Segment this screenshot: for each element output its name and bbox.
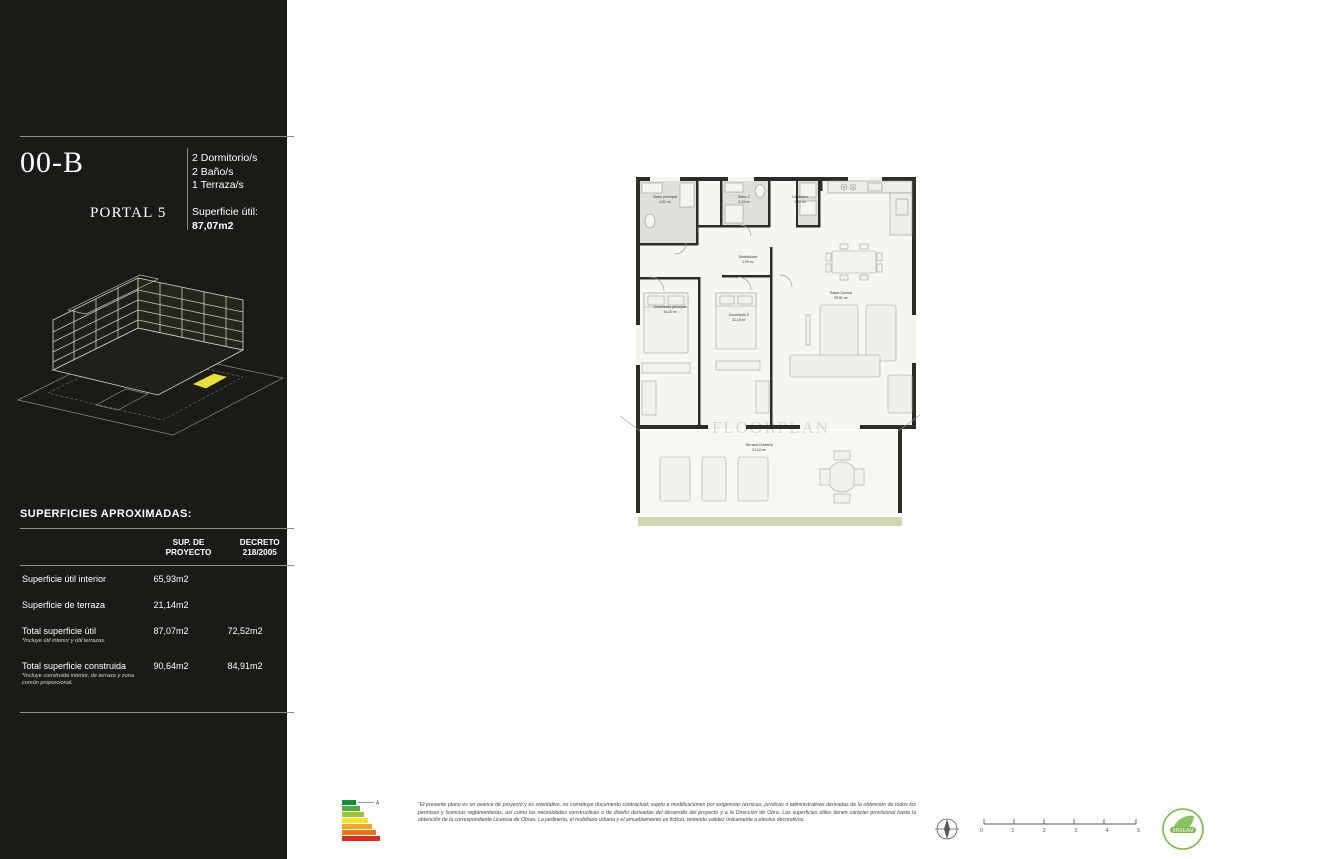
col-proyecto-header: SUP. DE PROYECTO <box>165 538 212 557</box>
row-decreto: 84,91m2 <box>227 661 263 671</box>
unit-code: 00-B <box>20 146 84 179</box>
row-label: Superficie de terraza <box>22 600 106 610</box>
scale-tick: 5 <box>1137 828 1140 834</box>
room-label-bano-principal: Baño principal 4,32 m² <box>653 195 677 204</box>
row-proyecto: 90,64m2 <box>153 661 189 671</box>
row-label: Total superficie útil *Incluye útil interior y útil terrazas. <box>20 618 152 653</box>
surfaces-table <box>20 534 294 695</box>
breeam-logo-icon <box>1160 806 1206 852</box>
table-header-row <box>20 534 294 564</box>
floor-plan <box>620 165 920 545</box>
energy-rating-icon <box>340 798 400 842</box>
compass-north-icon <box>930 812 964 846</box>
row-decreto <box>225 566 294 593</box>
surfaces-title: SUPERFICIES APROXIMADAS: <box>20 508 192 520</box>
scale-tick: 1 <box>1011 828 1015 834</box>
scale-tick: 0 <box>980 828 983 834</box>
row-label: Superficie útil interior <box>22 574 107 584</box>
row-proyecto: 21,14m2 <box>153 600 189 610</box>
room-label-dormitorio-principal: Dormitorio principal 14,10 m² <box>654 305 686 314</box>
sup-util-value: 87,07m2 <box>192 220 234 232</box>
row-note: *Incluye construida interior, de terraza y zona común proporcional. <box>22 673 134 686</box>
scale-tick: 4 <box>1105 828 1109 834</box>
unit-specs <box>192 146 257 193</box>
table-row <box>20 592 294 618</box>
room-label-dormitorio-2: Dormitorio 2 11,18 m² <box>728 313 750 322</box>
energy-class-letter: A <box>376 800 380 807</box>
floor-plan-drawing <box>620 165 920 545</box>
sidebar-top-divider <box>20 136 294 137</box>
col-decreto-header: DECRETO 218/2005 <box>239 538 280 557</box>
table-row <box>20 566 294 593</box>
sup-util-block <box>192 205 258 233</box>
row-note: *Incluye útil interior y útil terrazas. <box>22 638 106 644</box>
table-row <box>20 618 294 653</box>
scale-tick: 3 <box>1074 828 1078 834</box>
row-proyecto: 87,07m2 <box>153 626 189 636</box>
plan-watermark: FLOORPLAN <box>711 418 831 437</box>
room-label-lavadero: Lavadero 1,20 m² <box>792 195 808 204</box>
col-label-header <box>20 534 152 564</box>
row-label: Total superficie construida *Incluye construida interior, de terraza y zona común proporcional. <box>20 653 152 695</box>
room-label-bano-2: Baño 2 3,33 m² <box>738 195 750 204</box>
room-label-terraza-cubierta: Terraza Cubierta 21,14 m² <box>745 443 773 452</box>
scale-bar-labels <box>980 828 1140 834</box>
spec-bathrooms: 2 Baño/s <box>192 165 234 178</box>
row-decreto <box>225 592 294 618</box>
unit-header <box>20 146 294 193</box>
room-label-distribuidor: Distribuidor 1,99 m² <box>738 255 758 264</box>
surfaces-divider-top <box>20 528 294 529</box>
breeam-text: BREEAM <box>1172 828 1194 834</box>
spec-terraces: 1 Terraza/s <box>192 179 244 191</box>
info-sidebar <box>0 0 287 859</box>
surfaces-divider-bottom <box>20 712 294 713</box>
portal-label: PORTAL 5 <box>90 205 167 221</box>
row-decreto: 72,52m2 <box>227 626 263 636</box>
table-row <box>20 653 294 695</box>
row-proyecto: 65,93m2 <box>153 574 189 584</box>
scale-tick: 2 <box>1042 828 1046 834</box>
room-label-salon-cocina: Salón-Cocina 29,81 m² <box>829 291 853 300</box>
portal-row <box>20 205 294 233</box>
spec-bedrooms: 2 Dormitorio/s <box>192 152 258 164</box>
legal-disclaimer: "El presente plano es un avance de proyecto y es orientativo, no constituye documento contractual; sujeto a modificaciones por exigencias técnicas, jurídicas o administrativas derivadas de la obtención de todos los permisos y licencias reglamentarias, así como las necesidades constructivas o de diseño derivadas del desarrollo del proyecto y a la Dirección de Obra. Las superficies útiles tienen carácter provisional hasta la obtención de la correspondiente Licencia de Obras. La jardinería, el mobiliario urbano y el amueblamiento es ficticio, teniendo validez únicamente a efectos decorativos. <box>418 802 916 824</box>
building-isometric-illustration <box>8 250 288 450</box>
sup-util-label: Superficie útil: <box>192 206 258 218</box>
